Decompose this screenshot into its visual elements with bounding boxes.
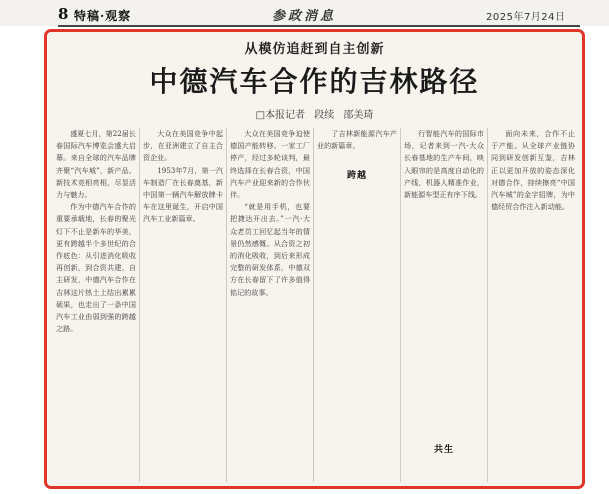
paragraph: 作为中德汽车合作的重要承载地，长春的聚光灯下不止是新车的华美，更有跨越半个多世纪的合作底色：从引进消化吸收再创新，到合资共建、自主研发，中德汽车合作在吉林这片热土上结出累累硕果，也走出了一条中国汽车工业由弱到强的跨越之路。 bbox=[56, 202, 136, 334]
column-divider bbox=[139, 128, 140, 482]
article-column-4 bbox=[317, 128, 397, 486]
paragraph: 盛夏七月，第22届长春国际汽车博览会盛大启幕。来自全球的汽车品牌齐聚“汽车城”，新产品、新技术竞相亮相，尽显活力与魅力。 bbox=[56, 129, 136, 200]
masthead-rule bbox=[58, 25, 580, 27]
column-divider bbox=[313, 128, 314, 482]
section-name: 特稿·观察 bbox=[74, 9, 132, 23]
column-divider bbox=[400, 128, 401, 482]
paragraph: 1953年7月，第一汽车制造厂在长春奠基，新中国第一辆汽车解放牌卡车在这里诞生，开启中国汽车工业新篇章。 bbox=[143, 165, 223, 224]
masthead bbox=[0, 0, 609, 26]
paragraph: 面向未来，合作不止于产能。从全球产业链协同到研发创新互鉴，吉林正以更加开放的姿态深化对德合作，持续擦亮“中国汽车城”的金字招牌，为中德经贸合作注入新动能。 bbox=[491, 129, 575, 212]
section-subhead: 跨越 bbox=[346, 171, 367, 181]
paragraph: 行智能汽车的国际市场，记者来到一汽-大众长春基地的生产车间，映入眼帘的是高度自动化的产线，机器人精准作业，新能源车型正有序下线。 bbox=[404, 129, 484, 200]
article-column-3 bbox=[230, 128, 310, 486]
paragraph: 大众在美国竞争迫使德国产能转移。一家工厂停产，经过多轮谈判，最终选择在长春合资，中国汽车产业迎来新的合作伙伴。 bbox=[230, 129, 310, 200]
article-page bbox=[44, 29, 585, 489]
newspaper-logo: 参政消息 bbox=[272, 9, 337, 24]
article-column-6 bbox=[491, 128, 575, 486]
paragraph: 了吉林新能源汽车产业的新篇章。 bbox=[317, 129, 397, 151]
issue-date: 2025年7月24日 bbox=[486, 12, 566, 23]
page-number: 8 bbox=[58, 5, 69, 23]
column-divider bbox=[226, 128, 227, 482]
article-column-1 bbox=[56, 128, 136, 486]
article-byline: □本报记者 段续 邵美琦 bbox=[255, 110, 374, 121]
article-kicker: 从模仿追赶到自主创新 bbox=[244, 42, 385, 57]
column-divider bbox=[487, 128, 488, 482]
paragraph: “就是用手机，也要把捷达开出去。”一汽-大众老员工回忆起当年的情景仍然感慨。从合资之初的消化吸收，到后来形成完整的研发体系，中德双方在长春留下了许多值得铭记的故事。 bbox=[230, 202, 310, 297]
article-column-5 bbox=[404, 128, 484, 486]
paragraph: 大众在美国竞争中起步，在亚洲建立了自主合资企业。 bbox=[143, 129, 223, 163]
article-headline: 中德汽车合作的吉林路径 bbox=[149, 65, 480, 98]
article-column-2 bbox=[143, 128, 223, 486]
section-subhead: 共生 bbox=[433, 445, 454, 455]
